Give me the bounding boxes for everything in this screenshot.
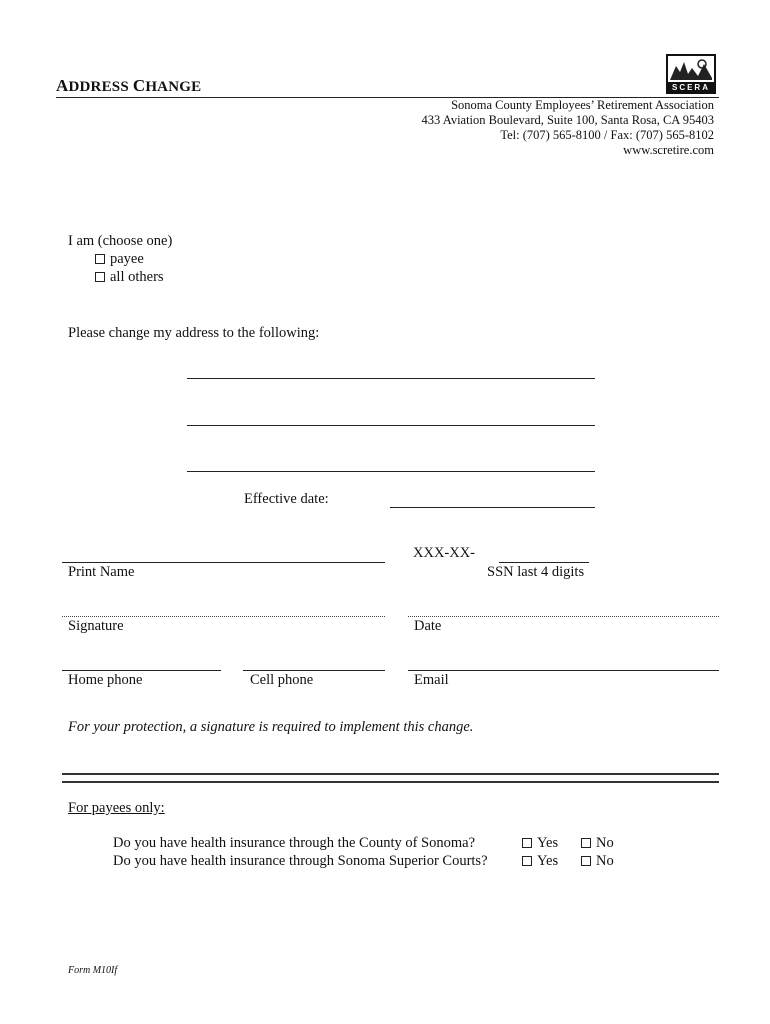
org-phone: Tel: (707) 565-8100 / Fax: (707) 565-8102 [500, 128, 714, 142]
courts-no-option[interactable]: No [581, 853, 614, 870]
all-others-checkbox[interactable] [95, 272, 105, 282]
date-line[interactable] [408, 616, 719, 617]
courts-no-checkbox[interactable] [581, 856, 591, 866]
home-phone-line[interactable] [62, 670, 221, 671]
logo-text: SCERA [671, 83, 711, 92]
county-no-checkbox[interactable] [581, 838, 591, 848]
email-label: Email [414, 672, 449, 688]
county-no-option[interactable]: No [581, 835, 614, 852]
email-line[interactable] [408, 670, 719, 671]
home-phone-label: Home phone [68, 672, 143, 688]
signature-line[interactable] [62, 616, 385, 617]
date-label: Date [414, 618, 442, 634]
ssn-line[interactable] [499, 562, 589, 563]
all-others-option[interactable]: all others [95, 269, 164, 286]
payee-checkbox[interactable] [95, 254, 105, 264]
effective-date-line[interactable] [390, 507, 595, 508]
role-prompt: I am (choose one) [68, 233, 173, 249]
courts-yes-checkbox[interactable] [522, 856, 532, 866]
county-yes-checkbox[interactable] [522, 838, 532, 848]
payee-option[interactable]: payee [95, 251, 144, 268]
org-website: www.scretire.com [623, 143, 714, 157]
form-title: ADDRESS CHANGE [56, 76, 202, 95]
question-courts: Do you have health insurance through Sonoma Superior Courts? [113, 853, 488, 869]
form-number: Form M10If [68, 965, 118, 976]
effective-date-label: Effective date: [244, 491, 329, 507]
section-divider [62, 773, 719, 783]
print-name-label: Print Name [68, 564, 135, 580]
org-address: 433 Aviation Boulevard, Suite 100, Santa Rosa, CA 95403 [421, 113, 714, 127]
county-yes-option[interactable]: Yes [522, 835, 558, 852]
signature-label: Signature [68, 618, 124, 634]
address-line-1[interactable] [187, 378, 595, 379]
address-line-2[interactable] [187, 425, 595, 426]
cell-phone-line[interactable] [243, 670, 385, 671]
signature-notice: For your protection, a signature is required to implement this change. [68, 719, 474, 735]
address-line-3[interactable] [187, 471, 595, 472]
print-name-line[interactable] [62, 562, 385, 563]
ssn-prefix: XXX-XX- [413, 545, 476, 561]
address-prompt: Please change my address to the following: [68, 325, 320, 341]
cell-phone-label: Cell phone [250, 672, 314, 688]
scera-logo [666, 54, 716, 94]
payees-heading: For payees only: [68, 800, 165, 816]
org-info [422, 98, 714, 158]
ssn-label: SSN last 4 digits [487, 564, 585, 580]
courts-yes-option[interactable]: Yes [522, 853, 558, 870]
question-county: Do you have health insurance through the County of Sonoma? [113, 835, 476, 851]
org-name: Sonoma County Employees’ Retirement Association [451, 98, 714, 112]
